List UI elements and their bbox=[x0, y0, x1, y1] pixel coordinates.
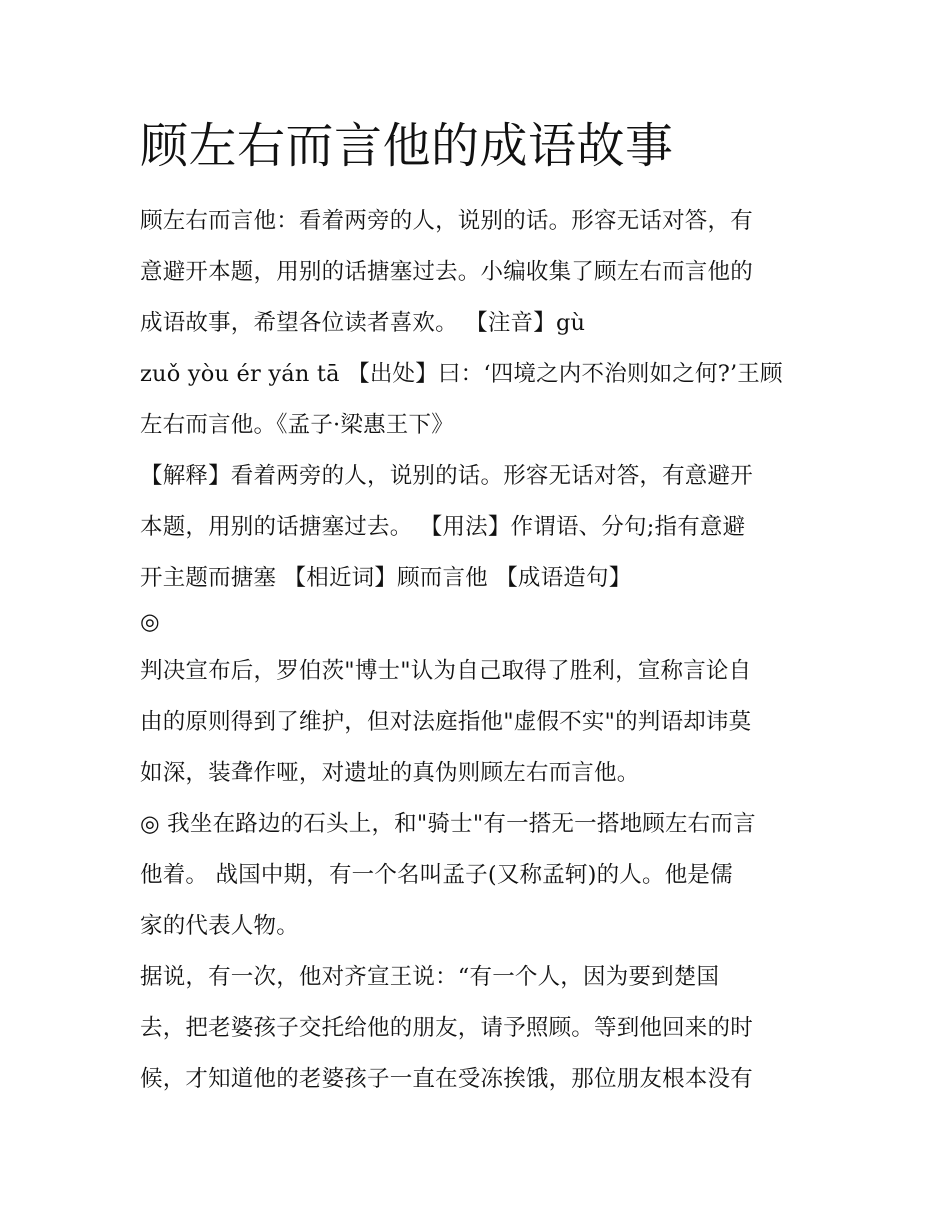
bullet-marker: ◎ bbox=[140, 609, 160, 635]
body-line: 去，把老婆孩子交托给他的朋友，请予照顾。等到他回来的时 bbox=[140, 1015, 753, 1041]
body-line: 他着。 战国中期，有一个名叫孟子(又称孟轲)的人。他是儒 bbox=[140, 862, 733, 888]
body-line: 【解释】看着两旁的人，说别的话。形容无话对答，有意避开 bbox=[140, 463, 753, 489]
body-line: zuǒ yòu ér yán tā 【出处】曰：‘四境之内不治则如之何?’王顾 bbox=[140, 361, 783, 387]
document-title: 顾左右而言他的成语故事 bbox=[140, 118, 674, 174]
body-line: 开主题而搪塞 【相近词】顾而言他 【成语造句】 bbox=[140, 565, 632, 591]
body-line: 候，才知道他的老婆孩子一直在受冻挨饿，那位朋友根本没有 bbox=[140, 1066, 753, 1092]
body-line: 意避开本题，用别的话搪塞过去。小编收集了顾左右而言他的 bbox=[140, 259, 753, 285]
body-line: 左右而言他。《孟子·梁惠王下》 bbox=[140, 412, 454, 438]
body-line: 判决宣布后，罗伯茨"博士"认为自己取得了胜利，宣称言论自 bbox=[140, 658, 752, 684]
body-line: 如深，装聋作哑，对遗址的真伪则顾左右而言他。 bbox=[140, 760, 640, 786]
body-line: 顾左右而言他：看着两旁的人，说别的话。形容无话对答，有 bbox=[140, 208, 753, 234]
body-line: 家的代表人物。 bbox=[140, 913, 299, 939]
body-line: 据说，有一次，他对齐宣王说：“有一个人，因为要到楚国 bbox=[140, 964, 720, 990]
body-line: 由的原则得到了维护，但对法庭指他"虚假不实"的判语却讳莫 bbox=[140, 709, 752, 735]
body-line: ◎ 我坐在路边的石头上，和"骑士"有一搭无一搭地顾左右而言 bbox=[140, 811, 756, 837]
body-line: 成语故事，希望各位读者喜欢。 【注音】gù bbox=[140, 310, 586, 336]
body-line: 本题，用别的话搪塞过去。 【用法】作谓语、分句;指有意避 bbox=[140, 514, 746, 540]
